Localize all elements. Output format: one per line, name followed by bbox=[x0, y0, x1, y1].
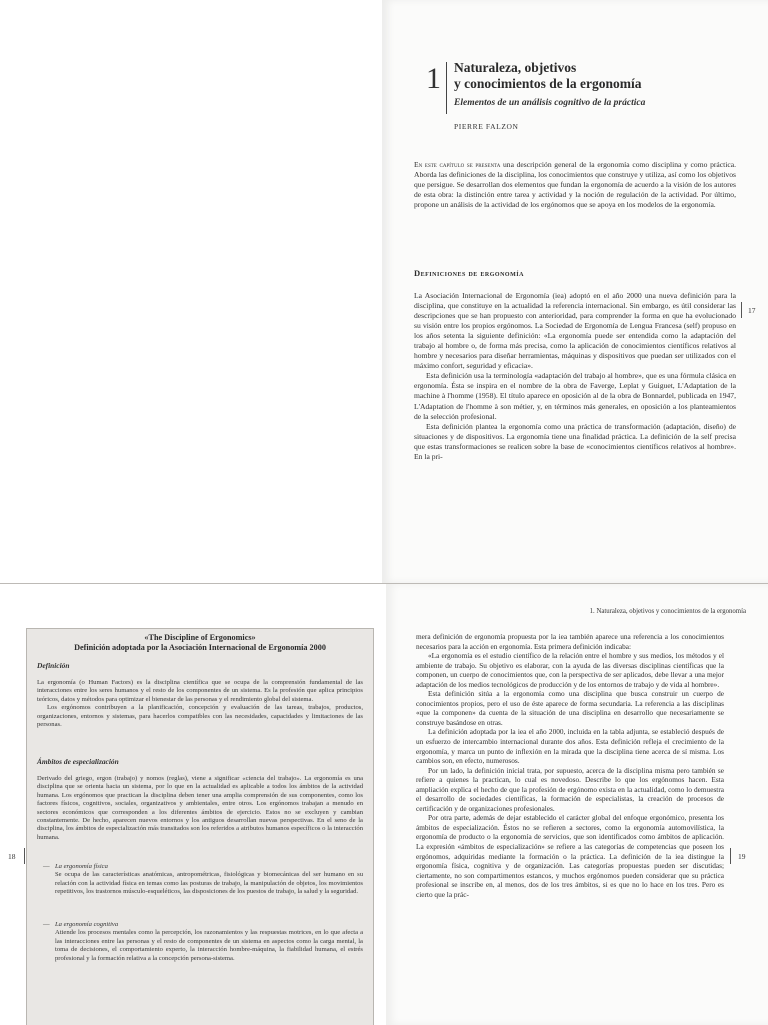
ambitos-text bbox=[37, 775, 363, 842]
chapter-rule bbox=[446, 62, 447, 114]
page-19 bbox=[386, 583, 768, 1025]
paragraph: Por otra parte, además de dejar establecido el carácter global del enfoque ergonómico, presenta los ámbitos de especialización. Éstos no se refieren a sectores, como la ergonomía automovilística, la ergonomía de producto o la ergonomía de servicios, que son identificados como ámbitos de aplicación. La expresión «ámbitos de especialización» se refiere a las categorías de competencias que poseen los ergónomos, adquiridas mediante la formación o la práctica. La definición de la iea distingue la ergonomía física, cognitiva y de organización. Las categorías propuestas pueden ser discutidas; ciertamente, no son compartimentos estancos, y muchos ergónomos pueden considerar que su práctica profesional se inscribe en, al menos, dos de los tres ámbitos, si es que no lo hace en los tres. Pero es cierto que la prác- bbox=[416, 813, 724, 899]
definicion-text bbox=[37, 679, 363, 729]
chapter-title bbox=[454, 60, 754, 92]
dash-bullet: — bbox=[43, 863, 50, 870]
chapter-title-line2: y conocimientos de la ergonomía bbox=[454, 76, 642, 91]
paragraph: Derivado del griego, ergon (trabajo) y nomos (reglas), viene a significar «ciencia del trabajo». La ergonomía es una disciplina que se orienta hacia un sistema, por lo que en la actualidad es aplicable a todos los ámbitos de la actividad humana. Los ergónomos que practican la disciplina deben tener una amplia comprensión de sus componentes, como los factores físicos, cognitivos, sociales, organizativos y ambientales, entre otros. Los ergónomos trabajan a menudo en sectores económicos que corresponden a los diferentes ámbitos de ejercicio. Estos no se excluyen y cambian constantemente. De hecho, aparecen nuevos entornos y los antiguos desarrollan nuevas perspectivas. En el seno de la disciplina, los ámbitos de especialización más transitados son los referidos a atributos humanos específicos o la interacción humana. bbox=[37, 775, 363, 841]
body-text-p17 bbox=[414, 291, 736, 462]
page-number-rule bbox=[730, 848, 731, 864]
definition-box bbox=[26, 628, 374, 1025]
paragraph: Esta definición sitúa a la ergonomía como una disciplina que busca construir un cuerpo de conocimientos propios, pero el uso de éste aparece de forma secundaria. La referencia a las disciplinas «que la componen» da cuenta de la situación de una disciplina en desarrollo que necesariamente se construye basándose en otras. bbox=[416, 689, 724, 727]
page-18 bbox=[0, 583, 386, 1025]
page-number: 18 bbox=[8, 852, 16, 861]
intro-paragraph bbox=[414, 160, 736, 210]
list-item bbox=[43, 921, 363, 963]
item-label: La ergonomía cognitiva bbox=[55, 921, 119, 928]
item-text: Se ocupa de las características anatómicas, antropométricas, fisiológicas y biomecánicas del ser humano en su relación con la actividad física en temas como las posturas de trabajo, la manipulación de objetos, los movimientos repetitivos, los trastornos músculo-esqueléticos, las disposiciones de los puestos de trabajo, la salud y la seguridad. bbox=[55, 871, 363, 896]
intro-rest: una descripción general de la ergonomía como disciplina y como práctica. Aborda las definiciones de la disciplina, los conocimientos que construye y utiliza, así como los objetivos que persigue. Se desarrollan dos elementos que fundan la ergonomía de acuerdo a la visión de los autores de esta obra: la distinción entre tarea y actividad y la noción de regulación de la actividad. Por último, propone un análisis de la actividad de los ergónomos que se apoya en los modelos de la ergonomía. bbox=[414, 160, 736, 210]
item-text: Atiende los procesos mentales como la percepción, los razonamientos y las respuestas motrices, en lo que afecta a las interacciones entre las personas y el resto de componentes de un sistema en aspectos como la carga mental, la toma de decisiones, el comportamiento experto, la interacción hombre-máquina, la fiabilidad humana, el estrés profesional y la formación relativa a la concepción persona-sistema. bbox=[55, 929, 363, 962]
page-number-rule bbox=[24, 848, 25, 864]
box-title bbox=[27, 633, 373, 653]
chapter-author: PIERRE FALZON bbox=[454, 122, 519, 131]
paragraph: Los ergónomos contribuyen a la planificación, concepción y evaluación de las tareas, trabajos, productos, organizaciones, entornos y sistemas, para hacerlos compatibles con las necesidades, capacidades y limitaciones de las personas. bbox=[37, 704, 363, 729]
page-17 bbox=[382, 0, 768, 583]
chapter-subtitle: Elementos de un análisis cognitivo de la práctica bbox=[454, 98, 646, 108]
page-number: 19 bbox=[738, 852, 746, 861]
section-heading: Definiciones de ergonomía bbox=[414, 268, 524, 278]
list-item bbox=[43, 863, 363, 897]
paragraph: La ergonomía (o Human Factors) es la disciplina científica que se ocupa de la comprensión fundamental de las interacciones entre los seres humanos y el resto de los componentes de un sistema. Es la profesión que aplica principios teóricos, datos y métodos para optimizar el bienestar de las personas y el rendimiento global del sistema. bbox=[37, 679, 363, 703]
page-number: 17 bbox=[748, 306, 756, 315]
page-16-blank bbox=[0, 0, 382, 583]
paragraph: La Asociación Internacional de Ergonomía (iea) adoptó en el año 2000 una nueva definición para la disciplina, que constituye en la actualidad la referencia internacional. Sin embargo, es útil considerar las descripciones que se han propuesto con anterioridad, para comprender la forma en que ha evolucionado su visión entre los propios ergónomos. La Sociedad de Ergonomía de Lengua Francesa (self) propuso en los años setenta la siguiente definición: «La ergonomía puede ser entendida como la adaptación del trabajo al hombre o, de forma más precisa, como la aplicación de conocimientos científicos relativos al hombre y necesarios para diseñar herramientas, máquinas y dispositivos que puedan ser utilizados con el máximo confort, seguridad y eficacia». bbox=[414, 291, 736, 371]
paragraph: Esta definición usa la terminología «adaptación del trabajo al hombre», que es una fórmula clásica en ergonomía. Ésta se inspira en el nombre de la obra de Faverge, Leplat y Guiguet, L'Adaptation de la machine à l'homme (1958). El título aparece en oposición al de la obra de Bonnardel, publicada en 1947, L'Adaptation de l'homme à son métier, y, en términos más generales, en oposición a los planteamientos de la selección profesional. bbox=[414, 371, 736, 421]
body-text-p19 bbox=[416, 632, 724, 899]
chapter-title-line1: Naturaleza, objetivos bbox=[454, 60, 577, 75]
box-title-line1: «The Discipline of Ergonomics» bbox=[144, 633, 256, 642]
running-head: 1. Naturaleza, objetivos y conocimientos de la ergonomía bbox=[589, 608, 746, 615]
page-number-rule bbox=[741, 302, 742, 318]
paragraph: La definición adoptada por la iea el año 2000, incluida en la tabla adjunta, se estableció después de un esfuerzo de intercambio internacional durante dos años. Esta definición refleja el crecimiento de la ergonomía, y marca un punto de inflexión en la mirada que la disciplina tiene acerca de sí misma. Los cambios son, en efecto, numerosos. bbox=[416, 727, 724, 766]
quotation: «La ergonomía es el estudio científico de la relación entre el hombre y sus medios, los métodos y el ambiente de trabajo. Su objetivo es elaborar, con la ayuda de las diversas disciplinas científicas que la componen, un cuerpo de conocimientos que, con la perspectiva de ser aplicados, debe llevar a una mejor adaptación de los medios tecnológicos de producción y de los entornos de trabajo y de vida al hombre». bbox=[416, 651, 724, 689]
ambitos-heading: Ámbitos de especialización bbox=[37, 757, 119, 766]
intro-lead: En este capítulo se presenta bbox=[414, 160, 501, 169]
chapter-number: 1 bbox=[426, 62, 441, 95]
paragraph: mera definición de ergonomía propuesta por la iea también aparece una referencia a los conocimientos necesarios para la acción en ergonomía. Esta primera definición indicaba: bbox=[416, 632, 724, 651]
definicion-heading: Definición bbox=[37, 661, 70, 670]
item-label: La ergonomía física bbox=[55, 863, 108, 870]
dash-bullet: — bbox=[43, 921, 50, 928]
paragraph: Esta definición plantea la ergonomía como una práctica de transformación (adaptación, diseño) de situaciones y de dispositivos. La ergonomía tiene una finalidad práctica. La definición de la self precisa que estas transformaciones se realicen sobre la base de «conocimientos científicos relativos al hombre». En la pri- bbox=[414, 421, 736, 461]
box-title-line2: Definición adoptada por la Asociación Internacional de Ergonomía 2000 bbox=[74, 643, 326, 652]
paragraph: Por un lado, la definición inicial trata, por supuesto, acerca de la disciplina misma pero también se refiere a quienes la practican, lo cual es novedoso. Describe lo que los ergónomos hacen. Esta ampliación explica el hecho de que la profesión de ergónomo exista en la actualidad, como lo demuestra el desarrollo de sociedades científicas, la formación de especialistas, la creación de procesos de certificación y de organizaciones profesionales. bbox=[416, 765, 724, 813]
